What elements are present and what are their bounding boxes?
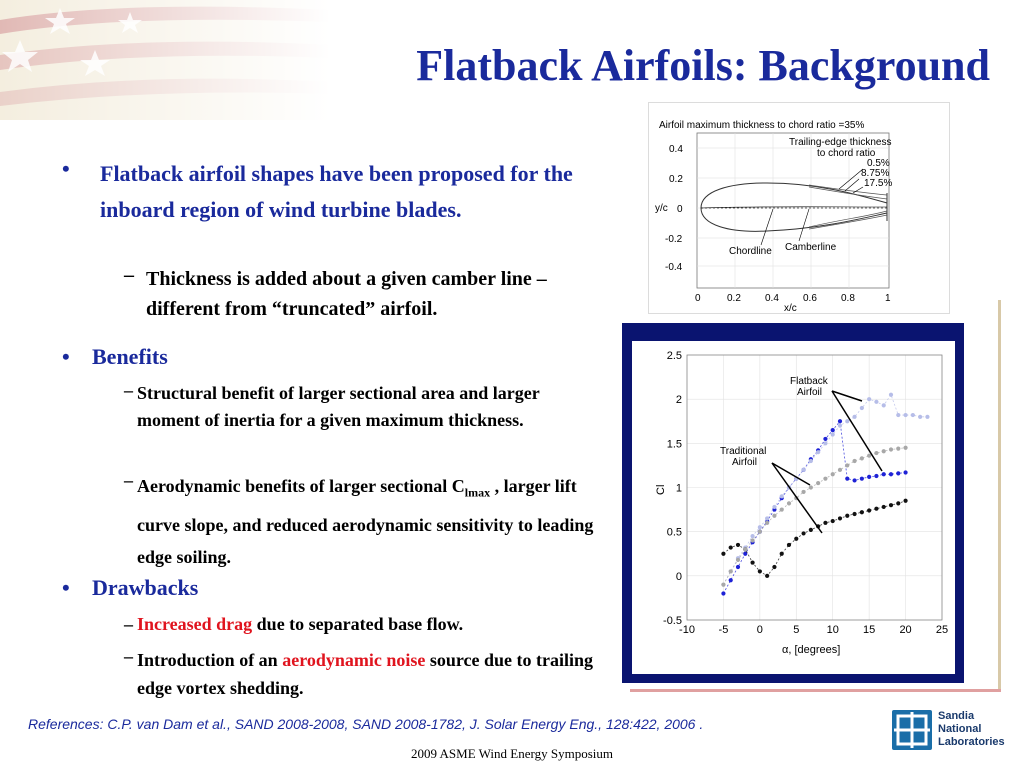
data-point bbox=[750, 538, 754, 542]
fig1-ylabel: y/c bbox=[655, 203, 668, 214]
data-point bbox=[889, 393, 893, 397]
fig1-ytick: 0.2 bbox=[669, 174, 683, 185]
data-point bbox=[838, 419, 842, 423]
data-point bbox=[780, 552, 784, 556]
data-point bbox=[867, 454, 871, 458]
increased-drag-text: Increased drag bbox=[137, 614, 253, 634]
x-tick-label: 15 bbox=[863, 624, 876, 636]
sub-bullet-marker: – bbox=[124, 264, 134, 286]
lift-coefficient-chart bbox=[632, 341, 955, 674]
bottom-shadow-line bbox=[630, 689, 1001, 692]
data-point bbox=[831, 519, 835, 523]
data-point bbox=[882, 403, 886, 407]
x-tick-label: -10 bbox=[679, 624, 695, 636]
data-point bbox=[758, 530, 762, 534]
te-value-2: 17.5% bbox=[864, 178, 893, 189]
sub-bullet-drag bbox=[137, 614, 612, 635]
data-point bbox=[903, 446, 907, 450]
data-point bbox=[860, 510, 864, 514]
data-point bbox=[772, 514, 776, 518]
fig1-ytick: -0.2 bbox=[665, 234, 683, 245]
data-point bbox=[823, 441, 827, 445]
clmax-subscript: lmax bbox=[464, 485, 491, 500]
camberline-label: Camberline bbox=[785, 242, 837, 253]
bullet-drawbacks: Drawbacks bbox=[92, 575, 199, 600]
data-point bbox=[780, 494, 784, 498]
data-point bbox=[845, 477, 849, 481]
series-line-3 bbox=[723, 448, 905, 585]
annotation-flatback: Flatback bbox=[790, 376, 828, 387]
sub-bullet-structural: Structural benefit of larger sectional area and larger moment of inertia for a given maximum thickness. bbox=[137, 383, 540, 430]
data-point bbox=[867, 397, 871, 401]
logo-line-3: Laboratories bbox=[938, 736, 1005, 748]
data-point bbox=[765, 516, 769, 520]
data-point bbox=[765, 521, 769, 525]
data-point bbox=[838, 516, 842, 520]
y-tick-label: 1 bbox=[675, 482, 682, 495]
x-tick-label: 25 bbox=[935, 624, 949, 636]
slide-title: Flatback Airfoils: Background bbox=[416, 41, 990, 90]
te-value-0: 0.5% bbox=[867, 158, 890, 169]
data-point bbox=[823, 521, 827, 525]
chart-xlabel: α, [degrees] bbox=[782, 644, 841, 656]
data-point bbox=[860, 456, 864, 460]
data-point bbox=[772, 565, 776, 569]
data-point bbox=[918, 415, 922, 419]
data-point bbox=[743, 547, 747, 551]
right-shadow-line bbox=[998, 300, 1001, 692]
data-point bbox=[896, 447, 900, 451]
data-point bbox=[736, 565, 740, 569]
data-point bbox=[903, 499, 907, 503]
data-point bbox=[867, 508, 871, 512]
noise-pre-text: Introduction of an bbox=[137, 650, 283, 670]
x-tick-label: -5 bbox=[718, 624, 729, 636]
sandia-logo bbox=[890, 706, 1010, 754]
sub-bullet-noise bbox=[137, 646, 617, 702]
data-point bbox=[852, 478, 856, 482]
data-point bbox=[823, 437, 827, 441]
data-point bbox=[860, 477, 864, 481]
bullet-benefits: Benefits bbox=[92, 344, 168, 369]
data-point bbox=[750, 560, 754, 564]
data-point bbox=[831, 428, 835, 432]
data-point bbox=[787, 543, 791, 547]
te-value-1: 8.75% bbox=[861, 168, 890, 179]
sub-bullet-thickness: Thickness is added about a given camber line – different from “truncated” airfoil. bbox=[146, 268, 547, 320]
x-tick-label: 0 bbox=[756, 624, 763, 636]
annotation-flatback-airfoil: Airfoil bbox=[797, 387, 823, 398]
data-point bbox=[765, 574, 769, 578]
data-point bbox=[845, 463, 849, 467]
slide-footer: 2009 ASME Wind Energy Symposium bbox=[411, 746, 613, 761]
data-point bbox=[721, 552, 725, 556]
data-point bbox=[823, 477, 827, 481]
data-point bbox=[787, 501, 791, 505]
data-point bbox=[874, 400, 878, 404]
y-tick-label: -0.5 bbox=[663, 615, 682, 627]
bullet-flatback-shapes: Flatback airfoil shapes have been proposed for the inboard region of wind turbine blades. bbox=[100, 161, 573, 222]
bullet-marker: • bbox=[62, 156, 70, 181]
data-point bbox=[721, 591, 725, 595]
data-point bbox=[729, 569, 733, 573]
data-point bbox=[903, 413, 907, 417]
sub-bullet-aerodynamic bbox=[137, 470, 612, 573]
data-point bbox=[889, 472, 893, 476]
y-tick-label: 0.5 bbox=[666, 526, 682, 539]
bullet-marker: • bbox=[62, 344, 70, 369]
data-point bbox=[831, 472, 835, 476]
y-tick-label: 2.5 bbox=[666, 350, 682, 362]
data-point bbox=[831, 432, 835, 436]
data-point bbox=[867, 475, 871, 479]
sub-bullet-marker: – bbox=[124, 380, 133, 400]
data-point bbox=[852, 415, 856, 419]
data-point bbox=[911, 413, 915, 417]
aero-text-pre: Aerodynamic benefits of larger sectional C bbox=[137, 476, 465, 496]
data-point bbox=[721, 583, 725, 587]
data-point bbox=[809, 528, 813, 532]
fig1-ytick: 0 bbox=[677, 204, 683, 215]
data-point bbox=[809, 459, 813, 463]
y-tick-label: 1.5 bbox=[666, 438, 682, 451]
flatback-pointer-1 bbox=[832, 391, 882, 471]
chordline-label: Chordline bbox=[729, 246, 772, 257]
sub-bullet-marker: – bbox=[124, 470, 133, 490]
data-point bbox=[801, 490, 805, 494]
sub-bullet-marker: – bbox=[124, 614, 133, 634]
data-point bbox=[736, 558, 740, 562]
y-tick-label: 2 bbox=[675, 394, 682, 407]
logo-line-2: National bbox=[938, 723, 982, 735]
airfoil-shape-figure bbox=[648, 102, 950, 314]
aerodynamic-noise-text: aerodynamic noise bbox=[282, 650, 426, 670]
x-tick-label: 10 bbox=[826, 624, 839, 636]
data-point bbox=[852, 459, 856, 463]
data-point bbox=[896, 471, 900, 475]
data-point bbox=[882, 472, 886, 476]
data-point bbox=[729, 578, 733, 582]
data-point bbox=[838, 468, 842, 472]
series-line-1 bbox=[723, 395, 927, 585]
data-point bbox=[874, 474, 878, 478]
data-point bbox=[838, 424, 842, 428]
data-point bbox=[809, 485, 813, 489]
traditional-pointer-1 bbox=[772, 463, 822, 533]
fig1-xtick: 1 bbox=[885, 293, 891, 304]
fig1-xtick: 0 bbox=[695, 293, 701, 304]
fig1-xtick: 0.6 bbox=[803, 293, 817, 304]
data-point bbox=[889, 447, 893, 451]
data-point bbox=[874, 507, 878, 511]
te-label-2: to chord ratio bbox=[817, 148, 876, 159]
data-point bbox=[816, 450, 820, 454]
data-point bbox=[882, 449, 886, 453]
references-text: References: C.P. van Dam et al., SAND 2008-2008, SAND 2008-1782, J. Solar Energy Eng., 128:422, 2006 . bbox=[28, 716, 704, 732]
data-point bbox=[758, 525, 762, 529]
fig1-title: Airfoil maximum thickness to chord ratio =35% bbox=[659, 120, 865, 131]
sub-bullet-marker: – bbox=[124, 646, 133, 666]
data-point bbox=[780, 507, 784, 511]
sandia-logo-text bbox=[938, 710, 1005, 749]
y-tick-label: 0 bbox=[675, 570, 682, 583]
data-point bbox=[845, 514, 849, 518]
data-point bbox=[889, 503, 893, 507]
traditional-pointer-2 bbox=[772, 463, 810, 485]
aero-text-post: , larger lift curve slope, and reduced aerodynamic sensitivity to leading edge soiling. bbox=[137, 476, 594, 567]
drag-rest-text: due to separated base flow. bbox=[252, 614, 464, 634]
data-point bbox=[758, 569, 762, 573]
x-tick-label: 5 bbox=[793, 624, 800, 636]
data-point bbox=[794, 537, 798, 541]
data-point bbox=[860, 406, 864, 410]
data-point bbox=[729, 545, 733, 549]
noise-post-text: source due to trailing edge vortex shedding. bbox=[137, 650, 594, 698]
bullet-marker: • bbox=[62, 575, 70, 600]
chart-ylabel-text: Cl bbox=[655, 484, 667, 495]
data-point bbox=[903, 470, 907, 474]
data-point bbox=[816, 481, 820, 485]
annotation-traditional-airfoil: Airfoil bbox=[732, 457, 758, 468]
te-label-1: Trailing-edge thickness bbox=[789, 137, 892, 148]
fig1-xtick: 0.8 bbox=[841, 293, 855, 304]
data-point bbox=[896, 501, 900, 505]
x-tick-label: 20 bbox=[899, 624, 912, 636]
fig1-ytick: 0.4 bbox=[669, 144, 683, 155]
fig1-xtick: 0.2 bbox=[727, 293, 741, 304]
data-point bbox=[896, 413, 900, 417]
data-point bbox=[801, 468, 805, 472]
lift-chart-svg bbox=[632, 341, 955, 674]
fig1-xlabel: x/c bbox=[784, 303, 797, 313]
annotation-traditional: Traditional bbox=[720, 446, 767, 457]
data-point bbox=[874, 451, 878, 455]
data-point bbox=[772, 505, 776, 509]
data-point bbox=[852, 512, 856, 516]
chart-ylabel bbox=[655, 485, 667, 495]
fig1-ytick: -0.4 bbox=[665, 262, 683, 273]
fig1-xtick: 0.4 bbox=[765, 293, 779, 304]
data-point bbox=[845, 419, 849, 423]
data-point bbox=[750, 534, 754, 538]
logo-line-1: Sandia bbox=[938, 710, 975, 722]
data-point bbox=[801, 531, 805, 535]
data-point bbox=[882, 505, 886, 509]
data-point bbox=[736, 543, 740, 547]
data-point bbox=[925, 415, 929, 419]
